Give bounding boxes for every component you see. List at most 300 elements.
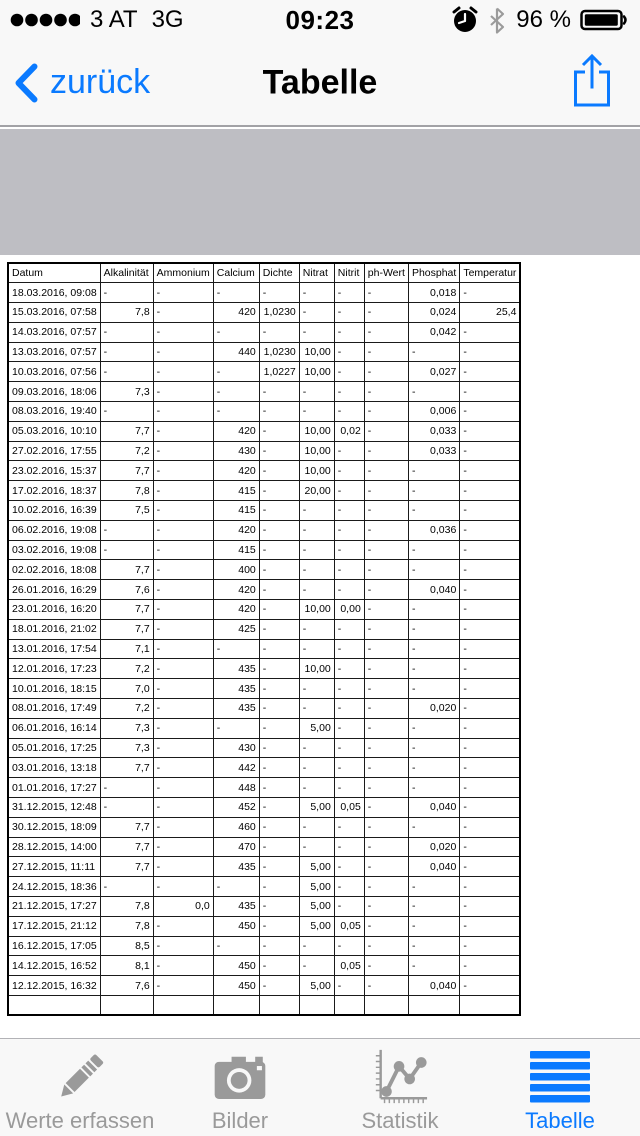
table-cell: -: [364, 639, 408, 659]
table-cell: [213, 995, 259, 1015]
table-cell: -: [100, 283, 153, 303]
table-cell: -: [334, 461, 364, 481]
table-cell: -: [100, 877, 153, 897]
table-cell: -: [299, 679, 334, 699]
table-cell: -: [153, 659, 213, 679]
table-cell: 442: [213, 758, 259, 778]
table-cell: -: [460, 659, 521, 679]
table-cell: -: [259, 560, 299, 580]
table-cell: -: [299, 956, 334, 976]
table-cell: 7,8: [100, 916, 153, 936]
table-cell: 8,1: [100, 956, 153, 976]
table-cell: -: [259, 402, 299, 422]
table-cell: -: [460, 718, 521, 738]
table-cell: -: [364, 877, 408, 897]
table-cell: -: [100, 342, 153, 362]
table-cell: -: [460, 936, 521, 956]
table-row: [8, 778, 520, 798]
table-cell: -: [334, 659, 364, 679]
table-cell: 435: [213, 857, 259, 877]
table-cell: -: [364, 421, 408, 441]
table-row: [8, 936, 520, 956]
table-cell: -: [364, 798, 408, 818]
table-cell: 5,00: [299, 857, 334, 877]
table-cell: -: [334, 639, 364, 659]
table-cell: 420: [213, 421, 259, 441]
table-cell: -: [364, 501, 408, 521]
table-cell: -: [460, 699, 521, 719]
column-header: Temperatur: [460, 263, 521, 283]
table-cell: 425: [213, 619, 259, 639]
column-header: Dichte: [259, 263, 299, 283]
table-cell: -: [153, 718, 213, 738]
table-cell: 7,3: [100, 718, 153, 738]
table-cell: -: [408, 817, 459, 837]
table-cell: -: [364, 540, 408, 560]
table-cell: -: [460, 857, 521, 877]
table-cell: -: [259, 659, 299, 679]
table-cell: -: [213, 639, 259, 659]
table-cell: 0,05: [334, 798, 364, 818]
column-header: Nitrit: [334, 263, 364, 283]
table-row: [8, 540, 520, 560]
table-row: [8, 382, 520, 402]
table-cell: -: [153, 540, 213, 560]
table-cell: -: [153, 738, 213, 758]
table-cell: -: [408, 619, 459, 639]
table-cell: 09.03.2016, 18:06: [8, 382, 100, 402]
back-button[interactable]: [14, 63, 150, 103]
table-view[interactable]: [0, 255, 640, 1038]
tab-label: Bilder: [211, 1108, 269, 1133]
table-cell: 0,018: [408, 283, 459, 303]
table-cell: 12.12.2015, 16:32: [8, 976, 100, 996]
table-cell: -: [299, 540, 334, 560]
table-cell: -: [364, 976, 408, 996]
table-cell: 0,05: [334, 916, 364, 936]
table-cell: 7,7: [100, 758, 153, 778]
status-bar: [0, 0, 640, 40]
table-cell: -: [460, 758, 521, 778]
table-cell: 10,00: [299, 659, 334, 679]
table-cell: 08.03.2016, 19:40: [8, 402, 100, 422]
table-cell: 450: [213, 916, 259, 936]
tab-werte-erfassen[interactable]: [0, 1039, 160, 1136]
table-cell: -: [259, 956, 299, 976]
table-cell: 400: [213, 560, 259, 580]
table-cell: 28.12.2015, 14:00: [8, 837, 100, 857]
table-cell: -: [100, 322, 153, 342]
table-row: [8, 758, 520, 778]
table-cell: -: [408, 481, 459, 501]
table-cell: 0,027: [408, 362, 459, 382]
table-cell: -: [408, 342, 459, 362]
table-cell: -: [153, 481, 213, 501]
table-cell: -: [259, 322, 299, 342]
table-row: [8, 857, 520, 877]
table-cell: 7,7: [100, 421, 153, 441]
table-cell: -: [299, 382, 334, 402]
table-cell: -: [153, 322, 213, 342]
table-cell: 7,6: [100, 580, 153, 600]
table-row: [8, 897, 520, 917]
table-cell: -: [460, 837, 521, 857]
table-cell: 7,7: [100, 837, 153, 857]
table-cell: -: [364, 560, 408, 580]
table-cell: -: [460, 560, 521, 580]
table-cell: -: [299, 322, 334, 342]
table-cell: -: [259, 699, 299, 719]
table-cell: -: [460, 461, 521, 481]
table-cell: -: [153, 817, 213, 837]
table-cell: 7,3: [100, 738, 153, 758]
table-cell: -: [334, 362, 364, 382]
table-cell: -: [408, 600, 459, 620]
table-cell: -: [408, 916, 459, 936]
table-cell: 420: [213, 600, 259, 620]
table-cell: 7,5: [100, 501, 153, 521]
table-cell: -: [364, 342, 408, 362]
table-cell: 5,00: [299, 916, 334, 936]
table-cell: 23.02.2016, 15:37: [8, 461, 100, 481]
table-cell: 0,040: [408, 857, 459, 877]
table-cell: [8, 995, 100, 1015]
table-row: [8, 699, 520, 719]
table-cell: 7,8: [100, 481, 153, 501]
table-cell: -: [259, 639, 299, 659]
table-cell: -: [100, 778, 153, 798]
table-cell: -: [334, 322, 364, 342]
table-cell: -: [153, 639, 213, 659]
table-cell: -: [460, 520, 521, 540]
pencil-icon: [51, 1045, 109, 1109]
table-cell: 5,00: [299, 877, 334, 897]
back-button-label: zurück: [50, 63, 151, 101]
table-cell: 448: [213, 778, 259, 798]
table-list-icon: [530, 1045, 590, 1109]
table-cell: 27.12.2015, 11:11: [8, 857, 100, 877]
table-cell: 435: [213, 699, 259, 719]
table-cell: -: [259, 916, 299, 936]
table-cell: -: [334, 619, 364, 639]
table-cell: -: [460, 817, 521, 837]
table-cell: -: [259, 758, 299, 778]
table-cell: 7,6: [100, 976, 153, 996]
table-cell: 0,033: [408, 441, 459, 461]
table-cell: 06.02.2016, 19:08: [8, 520, 100, 540]
table-cell: 13.03.2016, 07:57: [8, 342, 100, 362]
ad-banner-placeholder: [0, 129, 640, 255]
table-cell: -: [460, 481, 521, 501]
table-cell: -: [259, 718, 299, 738]
table-cell: 7,2: [100, 659, 153, 679]
table-cell: 10,00: [299, 441, 334, 461]
table-cell: -: [364, 283, 408, 303]
table-cell: -: [213, 877, 259, 897]
table-cell: -: [153, 362, 213, 382]
table-cell: -: [334, 897, 364, 917]
table-cell: -: [408, 659, 459, 679]
table-cell: -: [153, 580, 213, 600]
table-cell: -: [259, 520, 299, 540]
table-cell: 26.01.2016, 16:29: [8, 580, 100, 600]
clock-time: 09:23: [285, 4, 355, 35]
table-cell: -: [153, 619, 213, 639]
table-row: [8, 441, 520, 461]
column-header: Ammonium: [153, 263, 213, 283]
table-cell: -: [460, 639, 521, 659]
table-cell: -: [259, 837, 299, 857]
table-cell: -: [153, 600, 213, 620]
table-cell: 7,7: [100, 461, 153, 481]
table-cell: 23.01.2016, 16:20: [8, 600, 100, 620]
table-cell: -: [259, 382, 299, 402]
table-cell: 470: [213, 837, 259, 857]
table-cell: -: [153, 441, 213, 461]
table-cell: -: [364, 778, 408, 798]
table-cell: -: [460, 916, 521, 936]
table-cell: -: [259, 817, 299, 837]
table-cell: -: [334, 481, 364, 501]
tab-statistik[interactable]: [320, 1039, 480, 1136]
table-cell: -: [153, 520, 213, 540]
table-cell: -: [259, 877, 299, 897]
table-cell: -: [460, 897, 521, 917]
table-cell: -: [334, 837, 364, 857]
table-row: [8, 817, 520, 837]
table-cell: -: [408, 936, 459, 956]
table-cell: -: [460, 580, 521, 600]
table-cell: 03.02.2016, 19:08: [8, 540, 100, 560]
table-cell: -: [299, 778, 334, 798]
table-row: [8, 283, 520, 303]
table-cell: 0,040: [408, 580, 459, 600]
table-cell: [364, 995, 408, 1015]
table-cell: -: [408, 540, 459, 560]
table-cell: -: [364, 481, 408, 501]
table-cell: 440: [213, 342, 259, 362]
table-header: [8, 263, 520, 283]
table-cell: 7,7: [100, 857, 153, 877]
table-cell: -: [334, 817, 364, 837]
table-row: [8, 679, 520, 699]
table-cell: 5,00: [299, 897, 334, 917]
table-cell: -: [460, 798, 521, 818]
table-cell: -: [153, 798, 213, 818]
table-cell: -: [460, 600, 521, 620]
table-cell: 415: [213, 481, 259, 501]
table-cell: -: [460, 441, 521, 461]
table-cell: -: [408, 639, 459, 659]
column-header: ph-Wert: [364, 263, 408, 283]
table-cell: -: [299, 619, 334, 639]
table-cell: -: [334, 501, 364, 521]
table-cell: 7,2: [100, 441, 153, 461]
table-cell: -: [259, 481, 299, 501]
table-cell: -: [213, 362, 259, 382]
table-cell: -: [460, 679, 521, 699]
table-cell: -: [153, 956, 213, 976]
table-cell: -: [364, 738, 408, 758]
table-cell: -: [259, 798, 299, 818]
table-cell: 17.12.2015, 21:12: [8, 916, 100, 936]
table-row: [8, 916, 520, 936]
table-cell: 06.01.2016, 16:14: [8, 718, 100, 738]
table-row: [8, 619, 520, 639]
share-icon: [571, 52, 613, 108]
table-cell: -: [364, 322, 408, 342]
table-cell: 1,0227: [259, 362, 299, 382]
table-row: [8, 956, 520, 976]
table-cell: -: [299, 501, 334, 521]
table-cell: 7,8: [100, 897, 153, 917]
tab-bar: [0, 1038, 640, 1136]
table-cell: -: [153, 936, 213, 956]
table-cell: -: [364, 580, 408, 600]
table-cell: 435: [213, 659, 259, 679]
table-row: [8, 580, 520, 600]
table-cell: [100, 995, 153, 1015]
table-cell: -: [364, 679, 408, 699]
table-cell: -: [460, 283, 521, 303]
table-cell: 01.01.2016, 17:27: [8, 778, 100, 798]
table-cell: 0,006: [408, 402, 459, 422]
table-cell: 12.01.2016, 17:23: [8, 659, 100, 679]
table-cell: -: [364, 817, 408, 837]
table-cell: -: [334, 283, 364, 303]
table-cell: -: [460, 877, 521, 897]
table-cell: -: [259, 976, 299, 996]
table-cell: 452: [213, 798, 259, 818]
table-cell: -: [153, 699, 213, 719]
share-button[interactable]: [571, 52, 613, 113]
table-row: [8, 798, 520, 818]
table-cell: -: [334, 342, 364, 362]
table-row: [8, 560, 520, 580]
table-row: [8, 461, 520, 481]
table-cell: -: [299, 936, 334, 956]
table-cell: 460: [213, 817, 259, 837]
camera-icon: [213, 1045, 267, 1109]
table-cell: -: [364, 857, 408, 877]
table-cell: -: [213, 402, 259, 422]
table-cell: -: [153, 421, 213, 441]
table-cell: -: [364, 936, 408, 956]
table-cell: 10.03.2016, 07:56: [8, 362, 100, 382]
table-cell: -: [364, 402, 408, 422]
table-row: [8, 342, 520, 362]
table-row: [8, 402, 520, 422]
tab-bilder[interactable]: [160, 1039, 320, 1136]
table-cell: 10.01.2016, 18:15: [8, 679, 100, 699]
table-cell: -: [299, 580, 334, 600]
table-cell: 25,4: [460, 303, 521, 323]
table-cell: -: [259, 600, 299, 620]
table-cell: 7,7: [100, 600, 153, 620]
table-cell: -: [299, 837, 334, 857]
table-cell: 450: [213, 976, 259, 996]
table-cell: -: [460, 956, 521, 976]
table-cell: -: [299, 402, 334, 422]
table-cell: -: [153, 857, 213, 877]
table-cell: [408, 995, 459, 1015]
table-row: [8, 659, 520, 679]
table-cell: 14.12.2015, 16:52: [8, 956, 100, 976]
table-row: [8, 421, 520, 441]
table-row: [8, 738, 520, 758]
table-cell: -: [299, 639, 334, 659]
table-cell: -: [100, 798, 153, 818]
table-cell: -: [364, 520, 408, 540]
table-cell: 0,0: [153, 897, 213, 917]
table-cell: -: [408, 679, 459, 699]
table-cell: 7,0: [100, 679, 153, 699]
measurements-table: [7, 262, 521, 1016]
table-cell: -: [408, 897, 459, 917]
table-cell: 24.12.2015, 18:36: [8, 877, 100, 897]
table-cell: 8,5: [100, 936, 153, 956]
table-cell: -: [460, 421, 521, 441]
alarm-clock-icon: [450, 5, 480, 35]
table-cell: 14.03.2016, 07:57: [8, 322, 100, 342]
table-cell: -: [153, 303, 213, 323]
table-cell: -: [334, 758, 364, 778]
status-right: [450, 5, 640, 35]
table-cell: -: [364, 362, 408, 382]
tab-tabelle[interactable]: [480, 1039, 640, 1136]
table-cell: -: [213, 322, 259, 342]
table-cell: -: [364, 718, 408, 738]
table-cell: -: [334, 540, 364, 560]
table-cell: -: [460, 540, 521, 560]
table-cell: -: [299, 817, 334, 837]
table-cell: [259, 995, 299, 1015]
table-cell: [334, 995, 364, 1015]
back-chevron-icon: [14, 63, 38, 103]
table-cell: 03.01.2016, 13:18: [8, 758, 100, 778]
table-cell: 415: [213, 501, 259, 521]
table-cell: -: [153, 461, 213, 481]
table-row: [8, 718, 520, 738]
table-cell: -: [259, 501, 299, 521]
column-header: Datum: [8, 263, 100, 283]
table-cell: -: [153, 837, 213, 857]
table-cell: -: [153, 976, 213, 996]
table-cell: -: [153, 778, 213, 798]
table-cell: 08.01.2016, 17:49: [8, 699, 100, 719]
table-cell: 7,8: [100, 303, 153, 323]
table-cell: 415: [213, 540, 259, 560]
table-cell: 10,00: [299, 600, 334, 620]
table-cell: -: [299, 303, 334, 323]
table-cell: 10.02.2016, 16:39: [8, 501, 100, 521]
table-cell: -: [460, 382, 521, 402]
nav-bar: [0, 40, 640, 127]
table-cell: -: [213, 382, 259, 402]
table-cell: -: [364, 758, 408, 778]
table-cell: -: [364, 600, 408, 620]
tab-label: Statistik: [361, 1108, 439, 1133]
status-left: [0, 6, 184, 34]
table-cell: -: [334, 976, 364, 996]
table-cell: 0,024: [408, 303, 459, 323]
table-cell: -: [364, 382, 408, 402]
tab-label: Tabelle: [525, 1108, 595, 1133]
table-cell: 02.02.2016, 18:08: [8, 560, 100, 580]
table-cell: 0,033: [408, 421, 459, 441]
table-cell: -: [408, 718, 459, 738]
table-cell: -: [408, 382, 459, 402]
